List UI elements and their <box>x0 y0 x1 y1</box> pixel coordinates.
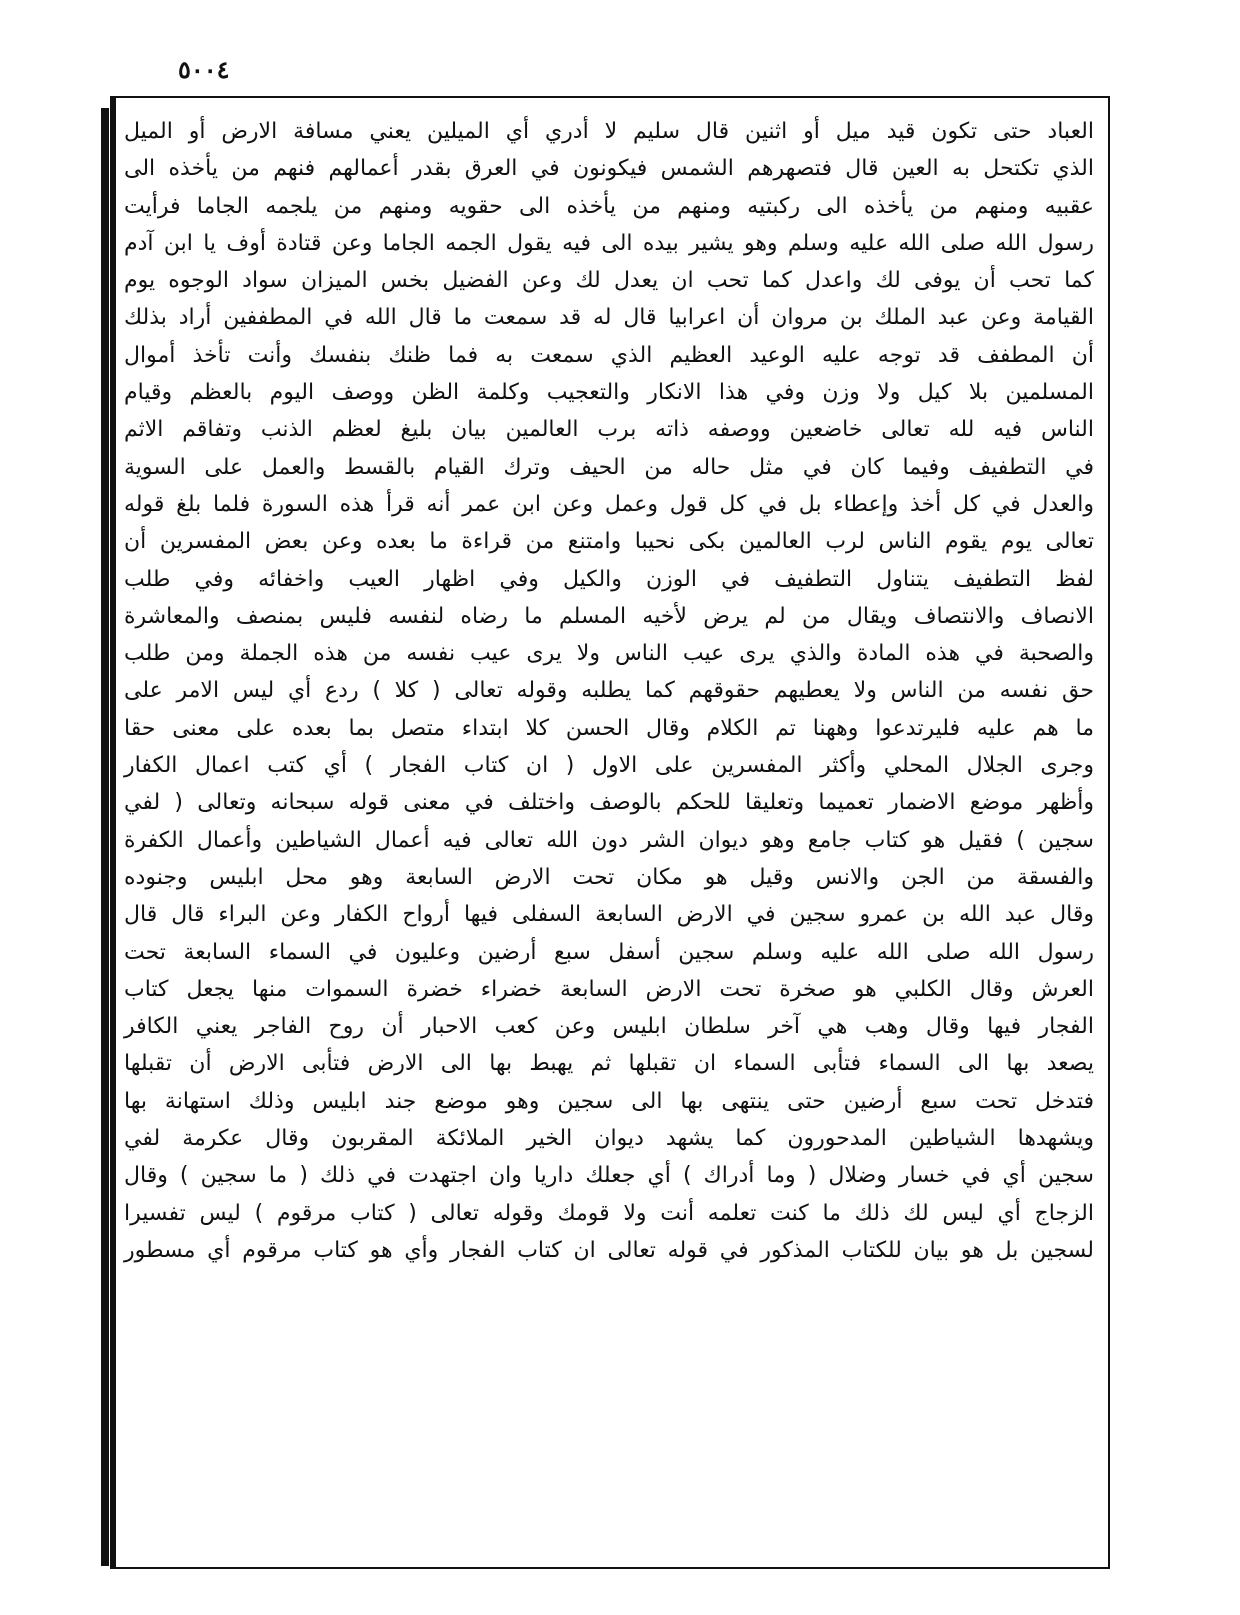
text-line: والعدل في كل أخذ وإعطاء بل في كل قول وعمل وعن ابن عمر أنه قرأ هذه السورة فلما بلغ قوله <box>124 491 1094 517</box>
text-line: أن المطفف قد توجه عليه الوعيد العظيم الذي سمعت به فما ظنك بنفسك وأنت تأخذ أموال <box>124 342 1094 368</box>
text-line: لفظ التطفيف يتناول التطفيف في الوزن والكيل وفي اظهار العيب واخفائه وفي طلب <box>124 566 1094 592</box>
text-body <box>120 113 1098 1563</box>
text-line: العباد حتى تكون قيد ميل أو اثنين قال سليم لا أدري أي الميلين يعني مسافة الارض أو الميل <box>124 119 1094 144</box>
text-line: ويشهدها الشياطين المدحورون كما يشهد ديوان الخير الملائكة المقربون وقال عكرمة لفي <box>124 1126 1094 1152</box>
text-line: رسول الله صلى الله عليه وسلم وهو يشير بيده الى فيه يقول الجمه الجاما وعن قتادة أوف يا ابن آدم <box>124 230 1094 256</box>
text-line: كما تحب أن يوفى لك واعدل كما تحب ان يعدل لك وعن الفضيل بخس الميزان سواد الوجوه يوم <box>124 268 1094 294</box>
text-line: والصحبة في هذه المادة والذي يرى عيب الناس ولا يرى عيب نفسه من هذه الجملة ومن طلب <box>124 641 1094 667</box>
text-line: رسول الله صلى الله عليه وسلم سجين أسفل سبع أرضين وعليون في السماء السابعة تحت <box>124 939 1094 965</box>
text-line: الذي تكتحل به العين قال فتصهرهم الشمس فيكونون في العرق بقدر أعمالهم فنهم من يأخذه الى <box>124 156 1094 182</box>
text-line: الزجاج أي ليس لك ذلك ما كنت تعلمه أنت ولا قومك وقوله تعالى ( كتاب مرقوم ) ليس تفسيرا <box>124 1200 1094 1226</box>
text-line: سجين ) فقيل هو كتاب جامع وهو ديوان الشر دون الله تعالى فيه أعمال الشياطين وأعمال الكفرة <box>124 827 1094 853</box>
text-line: القيامة وعن عبد الملك بن مروان أن اعرابيا قال له قد سمعت ما قال الله في المطففين أراد بذلك <box>124 305 1094 331</box>
text-line: العرش وقال الكلبي هو صخرة تحت الارض السابعة خضراء خضرة السموات منها يجعل كتاب <box>124 976 1094 1002</box>
text-line: حق نفسه من الناس ولا يعطيهم حقوقهم كما يطلبه وقوله تعالى ( كلا ) ردع أي ليس الامر على <box>124 678 1094 704</box>
text-line: لسجين بل هو بيان للكتاب المذكور في قوله تعالى ان كتاب الفجار وأي هو كتاب مرقوم أي مسطور <box>124 1237 1094 1263</box>
text-line: فتدخل تحت سبع أرضين حتى ينتهى بها الى سجين وهو موضع جند ابليس وذلك استهانة بها <box>124 1088 1094 1114</box>
text-line: ما هم عليه فليرتدعوا وههنا تم الكلام وقال الحسن كلا ابتداء متصل بما بعده على معنى حقا <box>124 715 1094 741</box>
text-line: المسلمين بلا كيل ولا وزن وفي هذا الانكار والتعجيب وكلمة الظن ووصف اليوم بالعظم وقيام <box>124 380 1094 406</box>
text-line: عقبيه ومنهم من يأخذه الى ركبتيه ومنهم من يأخذه الى حقويه ومنهم من يلجمه الجاما فرأيت <box>124 193 1094 219</box>
text-line: في التطفيف وفيما كان في مثل حاله من الحيف وترك القيام بالقسط والعمل على السوية <box>124 454 1094 480</box>
text-line: الانصاف والانتصاف ويقال من لم يرض لأخيه المسلم ما رضاه لنفسه فليس بمنصف والمعاشرة <box>124 603 1094 629</box>
text-line: وأظهر موضع الاضمار تعميما وتعليقا للحكم بالوصف واختلف في معنى قوله سبحانه وتعالى ( لفي <box>124 790 1094 816</box>
frame-shadow <box>101 108 109 1566</box>
text-line: يصعد بها الى السماء فتأبى السماء ان تقبلها ثم يهبط بها الى الارض فتأبى الارض أن تقبلها <box>124 1051 1094 1077</box>
text-line: والفسقة من الجن والانس وقيل هو مكان تحت الارض السابعة وهو محل ابليس وجنوده <box>124 864 1094 890</box>
page-number: ٥٠٠٤ <box>178 55 230 84</box>
text-line: وجرى الجلال المحلي وأكثر المفسرين على الاول ( ان كتاب الفجار ) أي كتب اعمال الكفار <box>124 753 1094 779</box>
text-line: سجين أي في خسار وضلال ( وما أدراك ) أي جعلك داريا وان اجتهدت في ذلك ( ما سجين ) وقال <box>124 1163 1094 1189</box>
text-line: تعالى يوم يقوم الناس لرب العالمين بكى نحيبا وامتنع من قراءة ما بعده وعن بعض المفسرين أن <box>124 529 1094 555</box>
text-line: الفجار فيها وقال وهب هي آخر سلطان ابليس وعن كعب الاحبار أن روح الفاجر يعني الكافر <box>124 1014 1094 1040</box>
text-line: الناس فيه لله تعالى خاضعين ووصفه ذاته برب العالمين بيان بليغ لعظم الذنب وتفاقم الاثم <box>124 417 1094 443</box>
text-line: وقال عبد الله بن عمرو سجين في الارض السابعة السفلى فيها أرواح الكفار وعن البراء قال قال <box>124 902 1094 928</box>
